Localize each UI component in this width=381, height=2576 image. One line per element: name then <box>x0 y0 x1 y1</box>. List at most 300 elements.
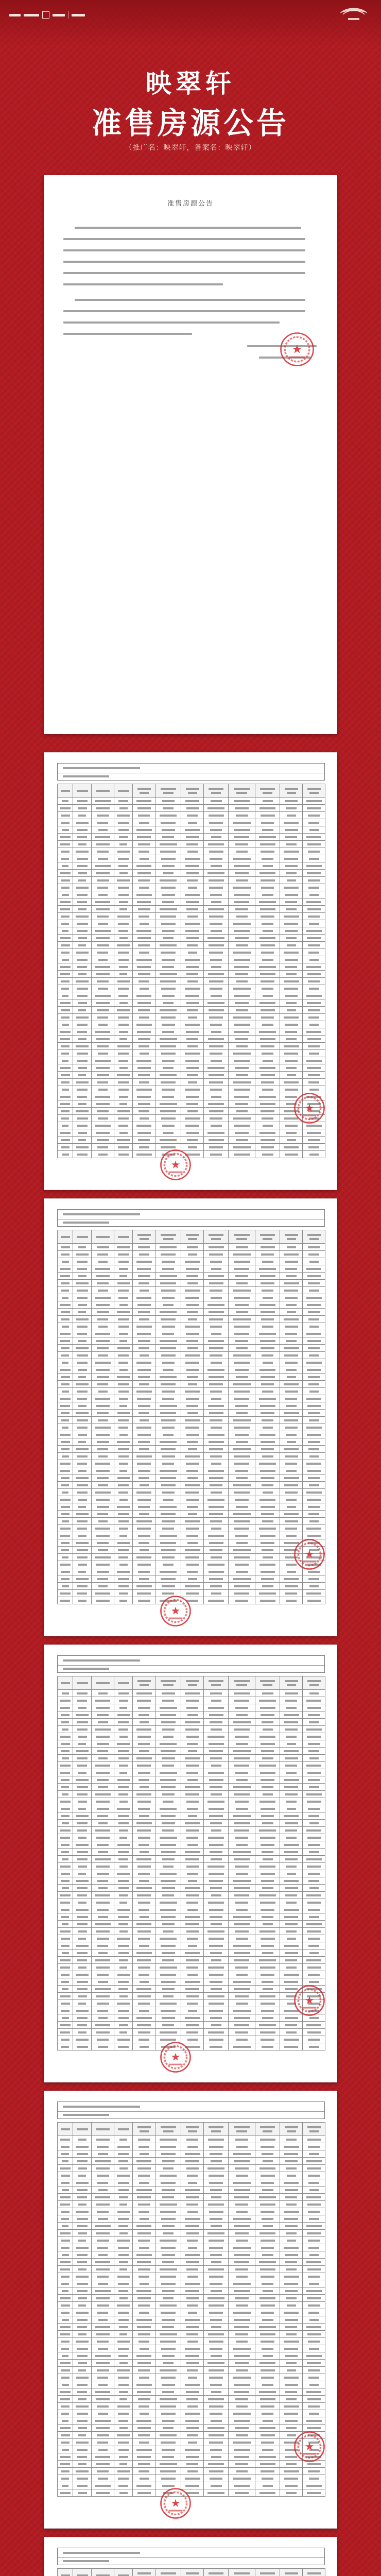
illegible-text-line <box>259 2261 276 2263</box>
table-cell <box>303 1690 325 1697</box>
illegible-text-line <box>236 2003 248 2005</box>
illegible-text-line <box>210 1887 222 1889</box>
table-cell <box>58 920 73 927</box>
table-cell <box>255 1424 280 1431</box>
illegible-text-line <box>119 1096 128 1098</box>
table-cell <box>155 1043 181 1050</box>
table-cell <box>58 2194 73 2201</box>
table-cell <box>229 1820 255 1827</box>
table-cell <box>58 1547 73 1554</box>
illegible-text-line <box>187 916 198 918</box>
illegible-text-line <box>260 2204 275 2206</box>
illegible-text-line <box>119 1959 128 1961</box>
table-cell <box>255 1330 280 1337</box>
table-cell <box>255 841 280 848</box>
table-cell <box>92 1424 114 1431</box>
table-cell <box>181 1583 204 1590</box>
illegible-text-line <box>119 901 128 903</box>
illegible-text-line <box>98 2153 108 2155</box>
illegible-text-line <box>95 836 110 838</box>
table-cell <box>303 1704 325 1711</box>
illegible-text-line <box>306 995 322 997</box>
illegible-text-line <box>118 1880 129 1882</box>
table-cell <box>114 1129 133 1137</box>
table-cell <box>255 848 280 855</box>
table-cell <box>114 1402 133 1410</box>
table-cell <box>181 2316 204 2324</box>
table-cell <box>133 1137 155 1144</box>
illegible-text-line <box>186 2268 198 2270</box>
illegible-text-line <box>95 1333 110 1335</box>
illegible-text-line <box>187 1282 198 1284</box>
table-cell <box>181 1525 204 1532</box>
table-cell <box>255 1388 280 1395</box>
illegible-text-line <box>209 2276 223 2278</box>
illegible-text-line <box>261 1074 275 1076</box>
illegible-text-line <box>261 887 274 889</box>
illegible-text-line <box>306 1592 321 1595</box>
illegible-text-line <box>76 2341 89 2343</box>
illegible-text-line <box>209 1253 223 1256</box>
table-cell <box>280 2029 303 2036</box>
illegible-text-line <box>78 2268 86 2270</box>
illegible-text-line <box>309 1419 319 1421</box>
table-row <box>58 1417 325 1424</box>
table-cell <box>280 1964 303 1971</box>
illegible-text-line <box>307 1234 321 1236</box>
illegible-text-line <box>98 1952 108 1954</box>
illegible-text-line <box>98 1549 108 1551</box>
table-cell <box>229 1431 255 1438</box>
table-row <box>58 1410 325 1417</box>
illegible-text-line <box>285 1592 297 1595</box>
table-row <box>58 1489 325 1496</box>
table-cell <box>133 1834 155 1841</box>
illegible-text-line <box>309 2189 319 2191</box>
table-cell <box>73 1906 92 1913</box>
table-cell <box>229 963 255 971</box>
table-cell <box>280 2237 303 2244</box>
table-cell <box>92 798 114 805</box>
table-cell <box>133 855 155 862</box>
illegible-text-line <box>160 2146 176 2148</box>
illegible-text-line <box>235 2139 248 2141</box>
table-cell <box>133 1007 155 1014</box>
table-cell <box>229 1402 255 1410</box>
table-cell <box>58 1899 73 1906</box>
table-cell <box>303 1798 325 1805</box>
table-cell <box>92 2179 114 2187</box>
illegible-text-line <box>261 1081 274 1083</box>
illegible-text-line <box>161 1549 176 1551</box>
illegible-text-line <box>209 2377 223 2379</box>
table-cell <box>73 1043 92 1050</box>
table-cell <box>280 2338 303 2345</box>
illegible-text-line <box>118 1578 129 1580</box>
table-cell <box>204 1381 229 1388</box>
table-cell <box>73 1007 92 1014</box>
table-cell <box>73 2007 92 2014</box>
table-row <box>58 1294 325 1301</box>
table-cell <box>133 2230 155 2237</box>
illegible-text-line <box>60 1434 71 1436</box>
table-cell <box>229 913 255 920</box>
illegible-text-line <box>118 1757 129 1759</box>
table-cell <box>133 1417 155 1424</box>
table-row <box>58 1532 325 1539</box>
illegible-text-line <box>97 1009 109 1011</box>
illegible-text-line <box>60 937 71 939</box>
illegible-text-line <box>97 1441 109 1443</box>
illegible-text-line <box>136 865 151 867</box>
table-cell <box>255 1482 280 1489</box>
illegible-text-line <box>185 1728 199 1731</box>
illegible-text-line <box>62 930 68 932</box>
table-cell <box>181 935 204 942</box>
table-cell <box>114 1050 133 1057</box>
illegible-text-line <box>61 2348 69 2350</box>
table-cell <box>73 812 92 819</box>
illegible-text-line <box>140 1851 149 1853</box>
table-cell <box>204 1805 229 1812</box>
illegible-text-line <box>209 2304 224 2307</box>
illegible-text-line <box>284 1412 299 1414</box>
illegible-text-line <box>118 2153 129 2155</box>
illegible-text-line <box>95 2024 110 2026</box>
illegible-text-line <box>234 1333 249 1335</box>
table-cell <box>181 2000 204 2007</box>
illegible-text-line <box>97 887 108 889</box>
illegible-text-line <box>77 1988 88 1990</box>
table-cell <box>181 2187 204 2194</box>
table-cell <box>280 1971 303 1978</box>
illegible-text-line <box>261 1743 275 1745</box>
table-cell <box>92 2244 114 2251</box>
illegible-text-line <box>118 1793 128 1795</box>
table-row <box>58 1086 325 1093</box>
table-cell <box>255 2000 280 2007</box>
illegible-text-line <box>76 1016 89 1019</box>
price-list-page <box>44 1645 337 2082</box>
illegible-text-line <box>78 2167 87 2170</box>
table-cell <box>280 1402 303 1410</box>
table-cell <box>92 2158 114 2165</box>
illegible-text-line <box>261 2003 275 2005</box>
table-cell <box>133 2223 155 2230</box>
illegible-text-line <box>137 1680 151 1682</box>
table-row <box>58 1467 325 1475</box>
table-cell <box>114 834 133 841</box>
table-cell <box>204 1776 229 1784</box>
table-cell <box>229 1719 255 1726</box>
table-cell <box>280 1036 303 1043</box>
table-cell <box>133 971 155 978</box>
table-cell <box>92 2396 114 2403</box>
table-cell <box>255 2187 280 2194</box>
table-cell <box>73 999 92 1007</box>
illegible-text-line <box>234 865 250 867</box>
illegible-text-line <box>234 1923 250 1925</box>
illegible-text-line <box>287 1238 296 1240</box>
illegible-text-line <box>211 1592 221 1595</box>
table-cell <box>73 1086 92 1093</box>
illegible-text-line <box>117 2039 130 2041</box>
illegible-text-line <box>285 1700 297 1702</box>
illegible-text-line <box>160 916 176 918</box>
illegible-text-line <box>235 1707 248 1709</box>
illegible-text-line <box>97 2240 109 2242</box>
table-cell <box>133 1115 155 1122</box>
table-cell <box>155 1539 181 1547</box>
table-cell <box>133 1460 155 1467</box>
illegible-text-line <box>187 2175 198 2177</box>
illegible-text-line <box>60 1600 70 1602</box>
illegible-text-line <box>285 1757 298 1759</box>
illegible-text-line <box>285 1680 298 1682</box>
table-cell <box>114 2295 133 2302</box>
illegible-text-line <box>60 1894 71 1896</box>
table-row <box>58 1863 325 1870</box>
illegible-text-line <box>209 1844 223 1846</box>
table-cell <box>204 1337 229 1345</box>
illegible-text-line <box>307 807 321 809</box>
illegible-text-line <box>286 2167 297 2170</box>
illegible-text-line <box>286 937 297 939</box>
illegible-text-line <box>76 1945 89 1947</box>
table-cell <box>181 2150 204 2158</box>
table-title-row <box>58 2102 324 2112</box>
illegible-text-line <box>186 1765 199 1767</box>
illegible-text-line <box>306 966 321 968</box>
illegible-text-line <box>234 1858 250 1860</box>
illegible-text-line <box>262 1692 273 1694</box>
illegible-text-line <box>306 901 321 903</box>
table-cell <box>58 1834 73 1841</box>
table-cell <box>155 2367 181 2374</box>
illegible-text-line <box>185 2218 200 2220</box>
illegible-text-line <box>307 1680 321 1682</box>
table-cell <box>229 1863 255 1870</box>
table-cell <box>114 1431 133 1438</box>
illegible-text-line <box>96 1600 110 1602</box>
table-cell <box>229 1100 255 1108</box>
table-subtitle-row <box>58 2111 324 2119</box>
table-cell <box>280 992 303 999</box>
illegible-text-line <box>263 800 273 802</box>
table-cell <box>303 884 325 891</box>
table-cell <box>255 877 280 884</box>
table-cell <box>92 1258 114 1265</box>
illegible-text-line <box>78 2232 87 2234</box>
illegible-text-line <box>284 923 298 925</box>
table-cell <box>303 1820 325 1827</box>
table-cell <box>303 1043 325 1050</box>
illegible-text-line <box>209 1318 223 1320</box>
table-cell <box>229 1726 255 1733</box>
table-cell <box>204 1144 229 1151</box>
table-header-cell <box>204 1230 229 1244</box>
illegible-text-line <box>309 1757 319 1759</box>
table-cell <box>181 1539 204 1547</box>
table-cell <box>204 2043 229 2050</box>
illegible-text-line <box>262 1585 273 1587</box>
table-cell <box>133 2029 155 2036</box>
illegible-text-line <box>236 1974 248 1976</box>
table-cell <box>58 1129 73 1137</box>
illegible-text-line <box>61 1916 69 1918</box>
illegible-text-line <box>235 1535 248 1537</box>
table-cell <box>255 2331 280 2338</box>
table-cell <box>280 1870 303 1877</box>
table-cell <box>92 1265 114 1273</box>
illegible-text-line <box>76 1383 89 1385</box>
illegible-text-line <box>136 2225 151 2227</box>
illegible-text-line <box>285 2189 298 2191</box>
illegible-text-line <box>286 973 297 975</box>
table-cell <box>229 1294 255 1301</box>
illegible-text-line <box>96 1902 110 1904</box>
illegible-text-line <box>185 1419 200 1421</box>
illegible-text-line <box>284 851 299 853</box>
table-row <box>58 913 325 920</box>
illegible-text-line <box>78 1866 87 1868</box>
illegible-text-line <box>261 2304 275 2307</box>
table-cell <box>114 913 133 920</box>
table-cell <box>204 1791 229 1798</box>
table-row <box>58 956 325 963</box>
illegible-text-line <box>188 1146 197 1148</box>
illegible-text-line <box>78 1600 86 1602</box>
table-cell <box>133 1942 155 1950</box>
table-cell <box>92 1431 114 1438</box>
table-cell <box>280 1475 303 1482</box>
illegible-text-line <box>139 822 149 824</box>
table-row <box>58 1453 325 1460</box>
table-cell <box>181 1036 204 1043</box>
table-cell <box>280 884 303 891</box>
table-cell <box>114 1258 133 1265</box>
table-cell <box>181 855 204 862</box>
illegible-text-line <box>234 1585 250 1587</box>
table-cell <box>92 2150 114 2158</box>
illegible-text-line <box>162 2420 175 2422</box>
illegible-text-line <box>118 1391 129 1393</box>
illegible-text-line <box>163 1866 174 1868</box>
illegible-text-line <box>95 1528 110 1530</box>
illegible-text-line <box>97 2247 108 2249</box>
illegible-text-line <box>137 1801 151 1803</box>
illegible-text-line <box>187 1441 198 1443</box>
table-cell <box>255 798 280 805</box>
table-cell <box>181 2223 204 2230</box>
illegible-text-line <box>287 1743 296 1745</box>
illegible-text-line <box>77 2046 88 2048</box>
table-cell <box>133 1812 155 1820</box>
illegible-text-line <box>61 2153 69 2155</box>
illegible-text-line <box>185 1786 200 1788</box>
illegible-text-line <box>261 1938 275 1940</box>
table-cell <box>155 1532 181 1539</box>
table-cell <box>204 877 229 884</box>
illegible-text-line <box>285 1398 297 1400</box>
table-header-cell <box>229 1676 255 1690</box>
table-cell <box>255 2410 280 2417</box>
table-cell <box>229 2302 255 2309</box>
illegible-text-line <box>285 1765 297 1767</box>
table-cell <box>255 2143 280 2150</box>
illegible-text-line <box>118 2355 128 2357</box>
table-cell <box>204 1100 229 1108</box>
illegible-text-line <box>236 980 248 982</box>
illegible-text-line <box>98 1261 108 1263</box>
illegible-text-line <box>209 1146 223 1148</box>
table-cell <box>204 1079 229 1086</box>
illegible-text-line <box>186 2204 198 2206</box>
illegible-text-line <box>210 1117 222 1120</box>
illegible-text-line <box>97 1808 109 1810</box>
table-cell <box>255 2287 280 2295</box>
illegible-text-line <box>262 1786 273 1788</box>
table-cell <box>114 1827 133 1834</box>
table-cell <box>58 1511 73 1518</box>
illegible-text-line <box>78 1067 87 1069</box>
table-cell <box>255 2280 280 2287</box>
table-cell <box>181 1244 204 1251</box>
table-cell <box>73 992 92 999</box>
illegible-text-line <box>140 1117 149 1120</box>
illegible-text-line <box>210 1089 222 1091</box>
illegible-text-line <box>262 2046 273 2048</box>
table-cell <box>181 1079 204 1086</box>
illegible-text-line <box>162 1427 175 1429</box>
illegible-text-line <box>284 1318 299 1320</box>
table-cell <box>280 2287 303 2295</box>
table-cell <box>92 1704 114 1711</box>
table-cell <box>255 1583 280 1590</box>
table-cell <box>204 1525 229 1532</box>
illegible-text-line <box>160 2268 177 2270</box>
table-cell <box>181 1711 204 1719</box>
illegible-text-line <box>262 1391 273 1393</box>
table-cell <box>58 956 73 963</box>
illegible-text-line <box>186 843 198 845</box>
table-cell <box>303 2388 325 2396</box>
illegible-text-line <box>284 2182 299 2184</box>
table-cell <box>181 1856 204 1863</box>
illegible-text-line <box>137 1995 151 1997</box>
table-cell <box>181 2287 204 2295</box>
illegible-text-line <box>259 1959 276 1961</box>
table-cell <box>229 1265 255 1273</box>
table-cell <box>133 1475 155 1482</box>
illegible-text-line <box>160 851 176 853</box>
table-cell <box>204 1366 229 1374</box>
table-cell <box>155 884 181 891</box>
table-cell <box>204 1352 229 1359</box>
illegible-text-line <box>185 1354 200 1357</box>
illegible-text-line <box>78 1275 86 1277</box>
illegible-text-line <box>137 2232 151 2234</box>
table-cell <box>255 1028 280 1036</box>
illegible-text-line <box>308 1974 320 1976</box>
illegible-text-line <box>187 815 198 817</box>
illegible-text-line <box>137 1031 151 1033</box>
illegible-text-line <box>137 1067 151 1069</box>
table-cell <box>133 992 155 999</box>
illegible-text-line <box>263 2290 273 2292</box>
table-cell <box>280 2259 303 2266</box>
illegible-text-line <box>187 2039 198 2041</box>
